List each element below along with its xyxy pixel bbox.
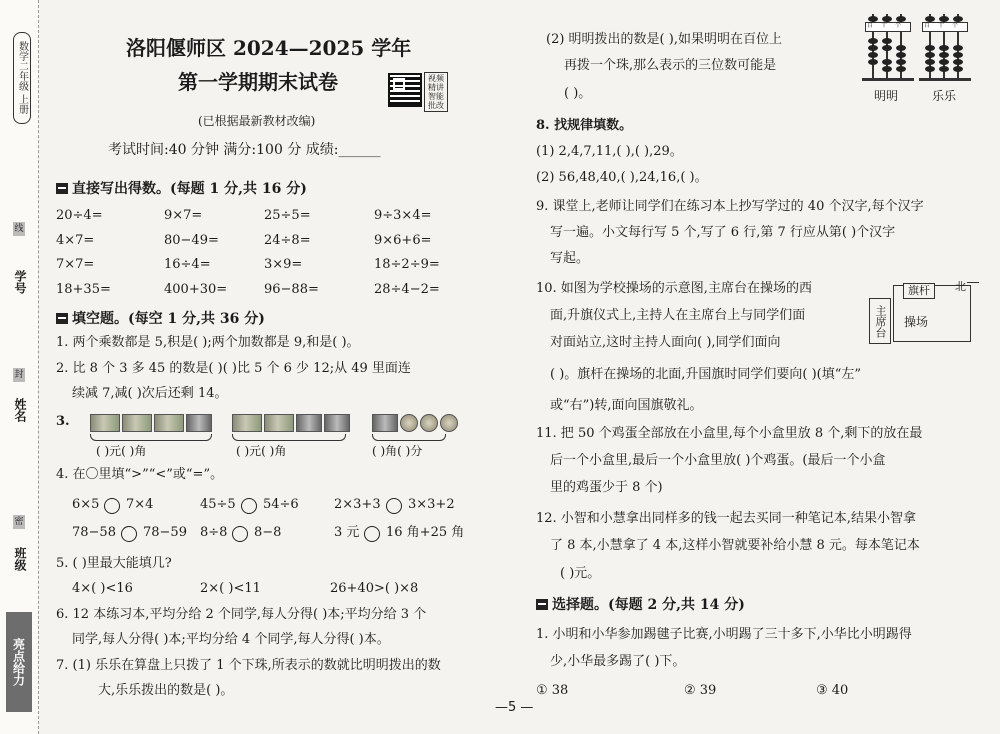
question-4: 4. 在〇里填“>”“<”或“=”。 bbox=[56, 467, 224, 482]
exam-title: 洛阳偃师区 2024—2025 学年 bbox=[126, 36, 412, 60]
compare-circle-blank[interactable] bbox=[386, 498, 402, 516]
grade-tag: 数学二年级 上册 bbox=[13, 32, 31, 124]
calc-item: 4×7= bbox=[56, 232, 95, 248]
q8-item-2: (2) 56,48,40,( ),24,16,( )。 bbox=[536, 170, 708, 185]
calc-item: 28÷4−2= bbox=[374, 281, 440, 297]
question-7-2: (2) 明明拨出的数是( ),如果明明在百位上 bbox=[546, 32, 782, 47]
qr-caption: 视频精讲 智能批改 bbox=[424, 72, 448, 112]
right-page bbox=[500, 0, 1000, 734]
calc-item: 20÷4= bbox=[56, 208, 103, 223]
abacus-mingming: 百 十 个 bbox=[865, 14, 911, 86]
compare-left: 3 元 bbox=[334, 525, 360, 540]
compare-right: 54÷6 bbox=[263, 497, 299, 512]
question-7-cont: 大,乐乐拨出的数是( )。 bbox=[98, 683, 234, 698]
q3-answer-1: ( )元( )角 bbox=[96, 444, 147, 458]
section-heading: 填空题。(每空 1 分,共 36 分) bbox=[56, 311, 265, 327]
choice-question-1: 1. 小明和小华参加踢毽子比赛,小明踢了三十多下,小华比小明踢得 bbox=[536, 627, 912, 642]
q8-item-1: (1) 2,4,7,11,( ),( ),29。 bbox=[536, 144, 683, 159]
section-heading: 选择题。(每题 2 分,共 14 分) bbox=[536, 597, 745, 613]
seal-mark: 线 bbox=[14, 224, 24, 234]
coin-icon bbox=[440, 414, 458, 432]
banknote-icon bbox=[324, 414, 350, 432]
stage-label: 主席台 bbox=[869, 298, 891, 344]
question-8: 8. 找规律填数。 bbox=[536, 118, 633, 133]
brace bbox=[232, 434, 346, 441]
question-11-cont: 后一个小盒里,最后一个小盒里放( )个鸡蛋。(最后一个小盒 bbox=[550, 453, 886, 468]
question-12: 12. 小智和小慧拿出同样多的钱一起去买同一种笔记本,结果小智拿 bbox=[536, 511, 916, 526]
question-11: 11. 把 50 个鸡蛋全部放在小盒里,每个小盒里放 8 个,剩下的放在最 bbox=[536, 426, 923, 441]
exam-info: 考试时间:40 分钟 满分:100 分 成绩:______ bbox=[108, 142, 381, 158]
qr-code-icon[interactable] bbox=[388, 73, 422, 107]
north-arrow-icon bbox=[967, 282, 979, 283]
exam-subtitle: 第一学期期末试卷 bbox=[178, 70, 338, 94]
q3-answer-2: ( )元( )角 bbox=[236, 444, 287, 458]
calc-item: 18+35= bbox=[56, 281, 111, 297]
money-group-2 bbox=[232, 414, 350, 432]
q5-item: 2×( )<11 bbox=[200, 581, 261, 596]
brand-logo: 亮点给力 bbox=[6, 612, 32, 712]
calc-item: 80−49= bbox=[164, 232, 219, 248]
field-label: 操场 bbox=[904, 315, 929, 329]
calc-item: 3×9= bbox=[264, 257, 303, 272]
name-label: 姓名 bbox=[13, 398, 27, 422]
section-icon bbox=[536, 599, 548, 610]
compare-left: 6×5 bbox=[72, 497, 100, 512]
compare-circle-blank[interactable] bbox=[121, 526, 137, 544]
section-heading: 直接写出得数。(每题 1 分,共 16 分) bbox=[56, 181, 307, 197]
question-10: 10. 如图为学校操场的示意图,主席台在操场的西 bbox=[536, 281, 812, 296]
calc-item: 7×7= bbox=[56, 257, 95, 272]
compare-left: 8÷8 bbox=[200, 525, 228, 540]
banknote-icon bbox=[186, 414, 212, 432]
compare-right: 78−59 bbox=[143, 525, 187, 540]
question-10-cont: 或“右”)转,面向国旗敬礼。 bbox=[550, 398, 703, 413]
question-3: 3. bbox=[56, 414, 70, 429]
calc-item: 9×7= bbox=[164, 208, 203, 223]
class-label: 班级 bbox=[13, 547, 27, 571]
question-12-cont: 了 8 本,小慧拿了 4 本,这样小智就要补给小慧 8 元。每本笔记本 bbox=[550, 538, 920, 553]
banknote-icon bbox=[264, 414, 294, 432]
abacus-lele: 百 十 个 bbox=[922, 14, 968, 86]
page-number: —5 — bbox=[495, 700, 534, 715]
seal-mark: 封 bbox=[14, 370, 24, 380]
compare-right: 16 角+25 角 bbox=[386, 525, 465, 540]
banknote-icon bbox=[122, 414, 152, 432]
abacus-label: 明明 bbox=[874, 89, 899, 103]
compare-circle-blank[interactable] bbox=[232, 526, 248, 544]
question-10-cont: 面,升旗仪式上,主持人在主席台上与同学们面 bbox=[550, 308, 806, 323]
north-label: 北 bbox=[955, 280, 966, 293]
calc-item: 18÷2÷9= bbox=[374, 257, 440, 272]
question-6-cont: 同学,每人分得( )本;平均分给 4 个同学,每人分得( )本。 bbox=[72, 632, 390, 647]
question-2-cont: 续减 7,减( )次后还剩 14。 bbox=[72, 386, 228, 401]
compare-right: 8−8 bbox=[254, 525, 282, 540]
compare-circle-blank[interactable] bbox=[241, 498, 257, 516]
banknote-icon bbox=[90, 414, 120, 432]
calc-item: 400+30= bbox=[164, 281, 228, 297]
banknote-icon bbox=[232, 414, 262, 432]
banknote-icon bbox=[154, 414, 184, 432]
calc-item: 9×6+6= bbox=[374, 232, 432, 248]
question-9: 9. 课堂上,老师让同学们在练习本上抄写学过的 40 个汉字,每个汉字 bbox=[536, 199, 924, 214]
question-7-2-cont: 再拨一个珠,那么表示的三位数可能是 bbox=[564, 58, 777, 73]
compare-left: 2×3+3 bbox=[334, 497, 381, 512]
question-5: 5. ( )里最大能填几? bbox=[56, 556, 172, 571]
calc-item: 96−88= bbox=[264, 281, 319, 297]
coin-icon bbox=[420, 414, 438, 432]
question-7: 7. (1) 乐乐在算盘上只拨了 1 个下珠,所表示的数就比明明拨出的数 bbox=[56, 658, 441, 673]
question-1: 1. 两个乘数都是 5,积是( );两个加数都是 9,和是( )。 bbox=[56, 335, 360, 350]
q3-answer-3: ( )角( )分 bbox=[372, 444, 423, 458]
question-10-cont: ( )。旗杆在操场的北面,升国旗时同学们要向( )(填“左” bbox=[550, 367, 862, 382]
binding-sidebar bbox=[0, 0, 39, 734]
compare-right: 3×3+2 bbox=[408, 497, 455, 512]
money-group-1 bbox=[90, 414, 212, 432]
calc-item: 16÷4= bbox=[164, 257, 211, 272]
question-12-cont: ( )元。 bbox=[560, 566, 601, 581]
abacus-label: 乐乐 bbox=[932, 89, 957, 103]
compare-left: 45÷5 bbox=[200, 497, 236, 512]
calc-item: 24÷8= bbox=[264, 232, 311, 248]
question-11-cont: 里的鸡蛋少于 8 个) bbox=[550, 480, 663, 495]
revision-note: (已根据最新教材改编) bbox=[198, 114, 316, 128]
choice-option[interactable]: ③ 40 bbox=[816, 683, 849, 698]
flagpole-label: 旗杆 bbox=[903, 283, 935, 299]
choice-question-1-cont: 少,小华最多踢了( )下。 bbox=[550, 654, 686, 669]
question-10-cont: 对面站立,这时主持人面向( ),同学们面向 bbox=[550, 335, 781, 350]
q5-item: 4×( )<16 bbox=[72, 581, 133, 596]
money-group-3 bbox=[372, 414, 458, 432]
compare-left: 78−58 bbox=[72, 525, 116, 540]
banknote-icon bbox=[372, 414, 398, 432]
coin-icon bbox=[400, 414, 418, 432]
seal-mark: 密 bbox=[14, 517, 24, 527]
question-2: 2. 比 8 个 3 多 45 的数是( )( )比 5 个 6 少 12;从 49 里面连 bbox=[56, 361, 411, 376]
section-icon bbox=[56, 313, 68, 324]
compare-right: 7×4 bbox=[126, 497, 154, 512]
question-9-cont: 写一遍。小文每行写 5 个,写了 6 行,第 7 行应从第( )个汉字 bbox=[550, 225, 896, 240]
compare-circle-blank[interactable] bbox=[104, 498, 120, 516]
question-9-cont: 写起。 bbox=[550, 251, 590, 266]
question-6: 6. 12 本练习本,平均分给 2 个同学,每人分得( )本;平均分给 3 个 bbox=[56, 607, 427, 622]
section-icon bbox=[56, 183, 68, 194]
brace bbox=[372, 434, 446, 441]
choice-option[interactable]: ① 38 bbox=[536, 683, 569, 698]
question-7-2-answer: ( )。 bbox=[564, 86, 592, 101]
calc-item: 25÷5= bbox=[264, 208, 311, 223]
q5-item: 26+40>( )×8 bbox=[330, 581, 419, 596]
compare-circle-blank[interactable] bbox=[364, 526, 380, 544]
calc-item: 9÷3×4= bbox=[374, 208, 432, 223]
student-id-label: 学号 bbox=[13, 270, 27, 294]
choice-option[interactable]: ② 39 bbox=[684, 683, 717, 698]
brace bbox=[90, 434, 212, 441]
banknote-icon bbox=[296, 414, 322, 432]
